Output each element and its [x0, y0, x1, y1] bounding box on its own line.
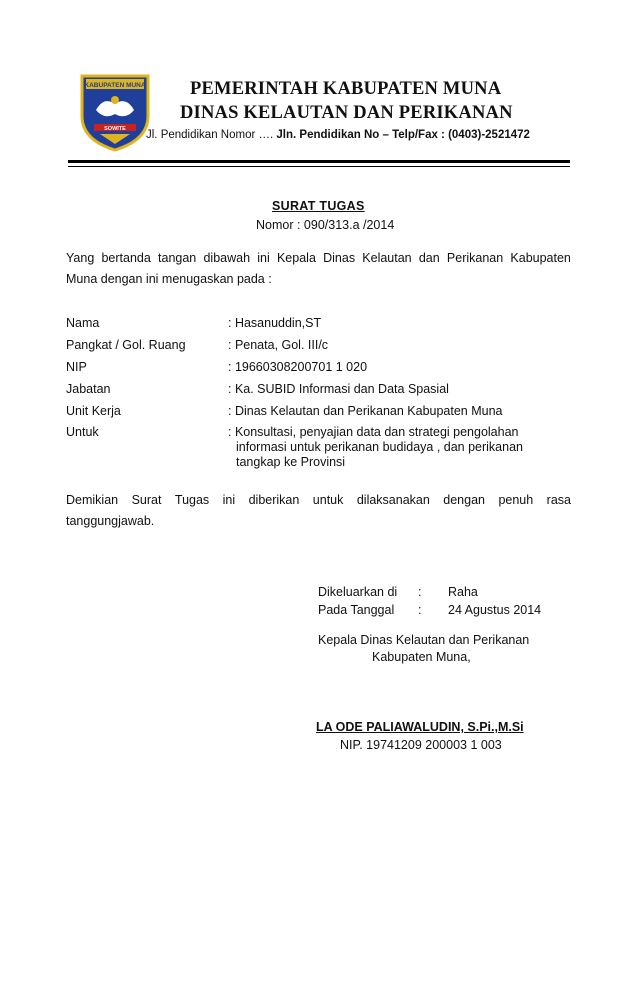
signatory-title-line-1: Kepala Dinas Kelautan dan Perikanan — [318, 633, 530, 647]
intro-word: Kabupaten — [510, 251, 571, 265]
field-label-jabatan: Jabatan — [66, 382, 111, 396]
field-value-untuk: : Konsultasi, penyajian data dan strategi pengolahan — [228, 425, 519, 439]
field-label-pangkat: Pangkat / Gol. Ruang — [66, 338, 186, 352]
field-value-unit-kerja: : Dinas Kelautan dan Perikanan Kabupaten Muna — [228, 404, 503, 418]
issue-date-label: Pada Tanggal — [318, 603, 395, 617]
signatory-title-line-2: Kabupaten Muna, — [372, 650, 471, 664]
closing-word: untuk — [312, 493, 344, 507]
intro-word: Kelautan — [362, 251, 412, 265]
closing-word: penuh — [498, 493, 534, 507]
field-value-nama: : Hasanuddin,ST — [228, 316, 322, 330]
field-label-unit-kerja: Unit Kerja — [66, 404, 121, 418]
logo-text-bottom: SOWITE — [104, 126, 126, 132]
closing-word: Surat — [131, 493, 162, 507]
closing-word: Demikian — [66, 493, 119, 507]
intro-line-2: Muna dengan ini menugaskan pada : — [66, 272, 272, 286]
issue-date-value: 24 Agustus 2014 — [448, 603, 542, 617]
issue-date-sep: : — [418, 603, 422, 617]
letterhead-rule-thin — [68, 166, 570, 167]
intro-word: Dinas — [323, 251, 356, 265]
address-street: Jl. Pendidikan Nomor …. — [146, 129, 274, 141]
issue-place-value: Raha — [448, 585, 478, 599]
closing-word: dilaksanakan — [356, 493, 430, 507]
field-value-nip: : 19660308200701 1 020 — [228, 360, 368, 374]
letterhead-rule-thick — [68, 160, 570, 163]
intro-word: dibawah — [203, 251, 251, 265]
intro-word: dan — [418, 251, 440, 265]
department-title: DINAS KELAUTAN DAN PERIKANAN — [180, 103, 513, 123]
signatory-nip: NIP. 19741209 200003 1 003 — [340, 738, 502, 752]
closing-word: diberikan — [248, 493, 300, 507]
document-title: SURAT TUGAS — [272, 199, 365, 213]
issue-place-label: Dikeluarkan di — [318, 585, 398, 599]
signatory-name: LA ODE PALIAWALUDIN, S.Pi.,M.Si — [316, 720, 524, 734]
field-value-pangkat: : Penata, Gol. III/c — [228, 338, 329, 352]
document-number: Nomor : 090/313.a /2014 — [256, 218, 395, 232]
closing-line-1 — [66, 493, 571, 507]
closing-word: rasa — [546, 493, 571, 507]
closing-word: dengan — [443, 493, 485, 507]
intro-word: Kepala — [276, 251, 316, 265]
closing-word: ini — [222, 493, 236, 507]
intro-word: tangan — [158, 251, 197, 265]
field-value-untuk-cont-1: informasi untuk perikanan budidaya , dan perikanan — [236, 440, 523, 454]
closing-line-2: tanggungjawab. — [66, 514, 155, 528]
intro-word: bertanda — [101, 251, 151, 265]
field-label-nip: NIP — [66, 360, 87, 374]
address-contact: Jln. Pendidikan No – Telp/Fax : (0403)-2521472 — [276, 129, 530, 141]
regency-logo — [76, 70, 154, 152]
intro-line-1 — [66, 251, 571, 265]
field-label-untuk: Untuk — [66, 425, 99, 439]
intro-word: Perikanan — [446, 251, 504, 265]
issue-place-sep: : — [418, 585, 422, 599]
closing-word: Tugas — [174, 493, 210, 507]
letterhead-address — [146, 129, 530, 141]
field-value-jabatan: : Ka. SUBID Informasi dan Data Spasial — [228, 382, 449, 396]
intro-word: ini — [257, 251, 270, 265]
field-value-untuk-cont-2: tangkap ke Provinsi — [236, 455, 346, 469]
intro-word: Yang — [66, 251, 95, 265]
logo-text-top: KABUPATEN MUNA — [84, 82, 146, 89]
field-label-nama: Nama — [66, 316, 100, 330]
government-title: PEMERINTAH KABUPATEN MUNA — [190, 79, 502, 99]
